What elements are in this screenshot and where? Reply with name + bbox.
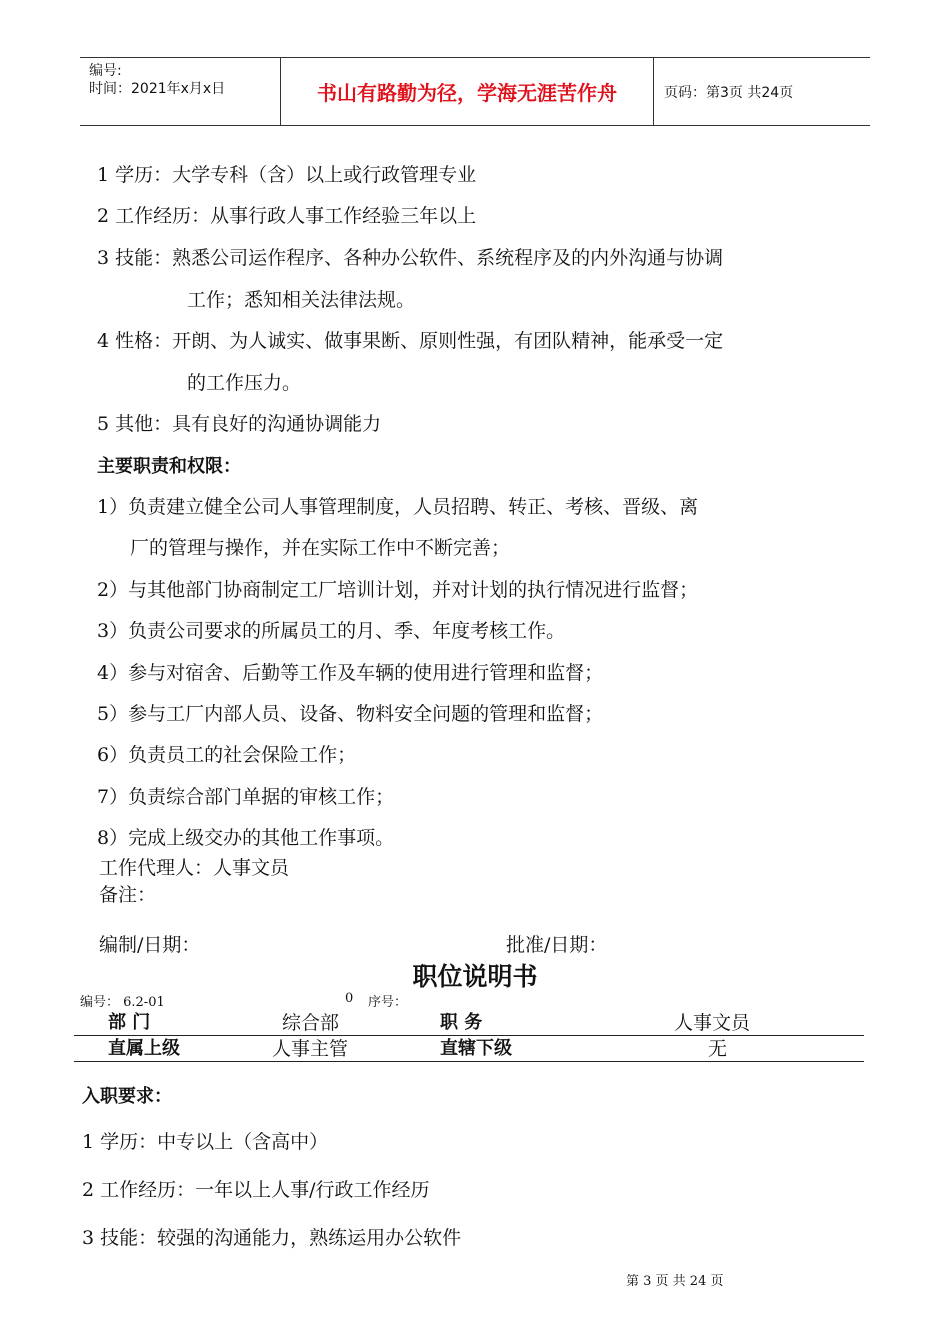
header-left (80, 58, 280, 125)
duty-1-cont: 厂的管理与操作，并在实际工作中不断完善； (130, 537, 511, 559)
table-bottom-rule (74, 1061, 864, 1062)
remarks-line: 备注： (99, 884, 157, 906)
subordinate-value: 无 (708, 1038, 728, 1060)
meta-number: 编号： 6.2-01 (80, 995, 165, 1010)
deputy-line: 工作代理人：人事文员 (99, 857, 290, 879)
req-top-4: 4 性格：开朗、为人诚实、做事果断、原则性强，有团队精神，能承受一定 (97, 330, 724, 352)
document-title: 职位说明书 (412, 962, 538, 991)
position-label: 职 务 (440, 1012, 483, 1033)
page-header (80, 57, 870, 126)
req-top-1: 1 学历：大学专科（含）以上或行政管理专业 (97, 164, 477, 186)
req-top-2: 2 工作经历：从事行政人事工作经验三年以上 (97, 205, 477, 227)
page-footer: 第 3 页 共 24 页 (626, 1274, 724, 1289)
dept-label: 部 门 (108, 1012, 151, 1033)
table-divider (74, 1035, 864, 1036)
req-top-4-cont: 的工作压力。 (187, 372, 302, 394)
entry-2: 2 工作经历：一年以上人事/行政工作经历 (82, 1179, 430, 1201)
duties-heading: 主要职责和权限： (97, 456, 241, 477)
header-time-label: 时间：2021年x月x日 (89, 81, 226, 97)
position-value: 人事文员 (674, 1012, 751, 1034)
req-top-3: 3 技能：熟悉公司运作程序、各种办公软件、系统程序及的内外沟通与协调 (97, 247, 724, 269)
superior-label: 直属上级 (108, 1038, 180, 1059)
header-page-label: 页码：第3页 共24页 (664, 84, 794, 101)
duty-4: 4）参与对宿舍、后勤等工作及车辆的使用进行管理和监督； (97, 662, 604, 684)
table-row (74, 1036, 864, 1062)
header-slogan: 书山有路勤为径，学海无涯苦作舟 (280, 58, 654, 125)
duty-1: 1）负责建立健全公司人事管理制度，人员招聘、转正、考核、晋级、离 (97, 496, 699, 518)
duty-2: 2）与其他部门协商制定工厂培训计划，并对计划的执行情况进行监督； (97, 579, 699, 601)
entry-1: 1 学历：中专以上（含高中） (82, 1131, 329, 1153)
duty-7: 7）负责综合部门单据的审核工作； (97, 786, 395, 808)
meta-serial: 序号： (368, 995, 408, 1010)
superior-value: 人事主管 (272, 1038, 349, 1060)
entry-3: 3 技能：较强的沟通能力，熟练运用办公软件 (82, 1227, 462, 1249)
duty-3: 3）负责公司要求的所属员工的月、季、年度考核工作。 (97, 620, 566, 642)
dept-value: 综合部 (282, 1012, 340, 1034)
approved-date: 批准/日期： (506, 934, 608, 956)
meta-zero: 0 (345, 991, 354, 1006)
duty-6: 6）负责员工的社会保险工作； (97, 744, 357, 766)
duty-8: 8）完成上级交办的其他工作事项。 (97, 827, 395, 849)
req-top-3-cont: 工作；悉知相关法律法规。 (187, 289, 416, 311)
duty-5: 5）参与工厂内部人员、设备、物料安全问题的管理和监督； (97, 703, 604, 725)
table-row (74, 1010, 864, 1036)
entry-heading: 入职要求： (82, 1086, 172, 1107)
req-top-5: 5 其他：具有良好的沟通协调能力 (97, 413, 382, 435)
prepared-date: 编制/日期： (99, 934, 201, 956)
subordinate-label: 直辖下级 (440, 1038, 512, 1059)
header-number-label: 编号: (89, 63, 122, 79)
